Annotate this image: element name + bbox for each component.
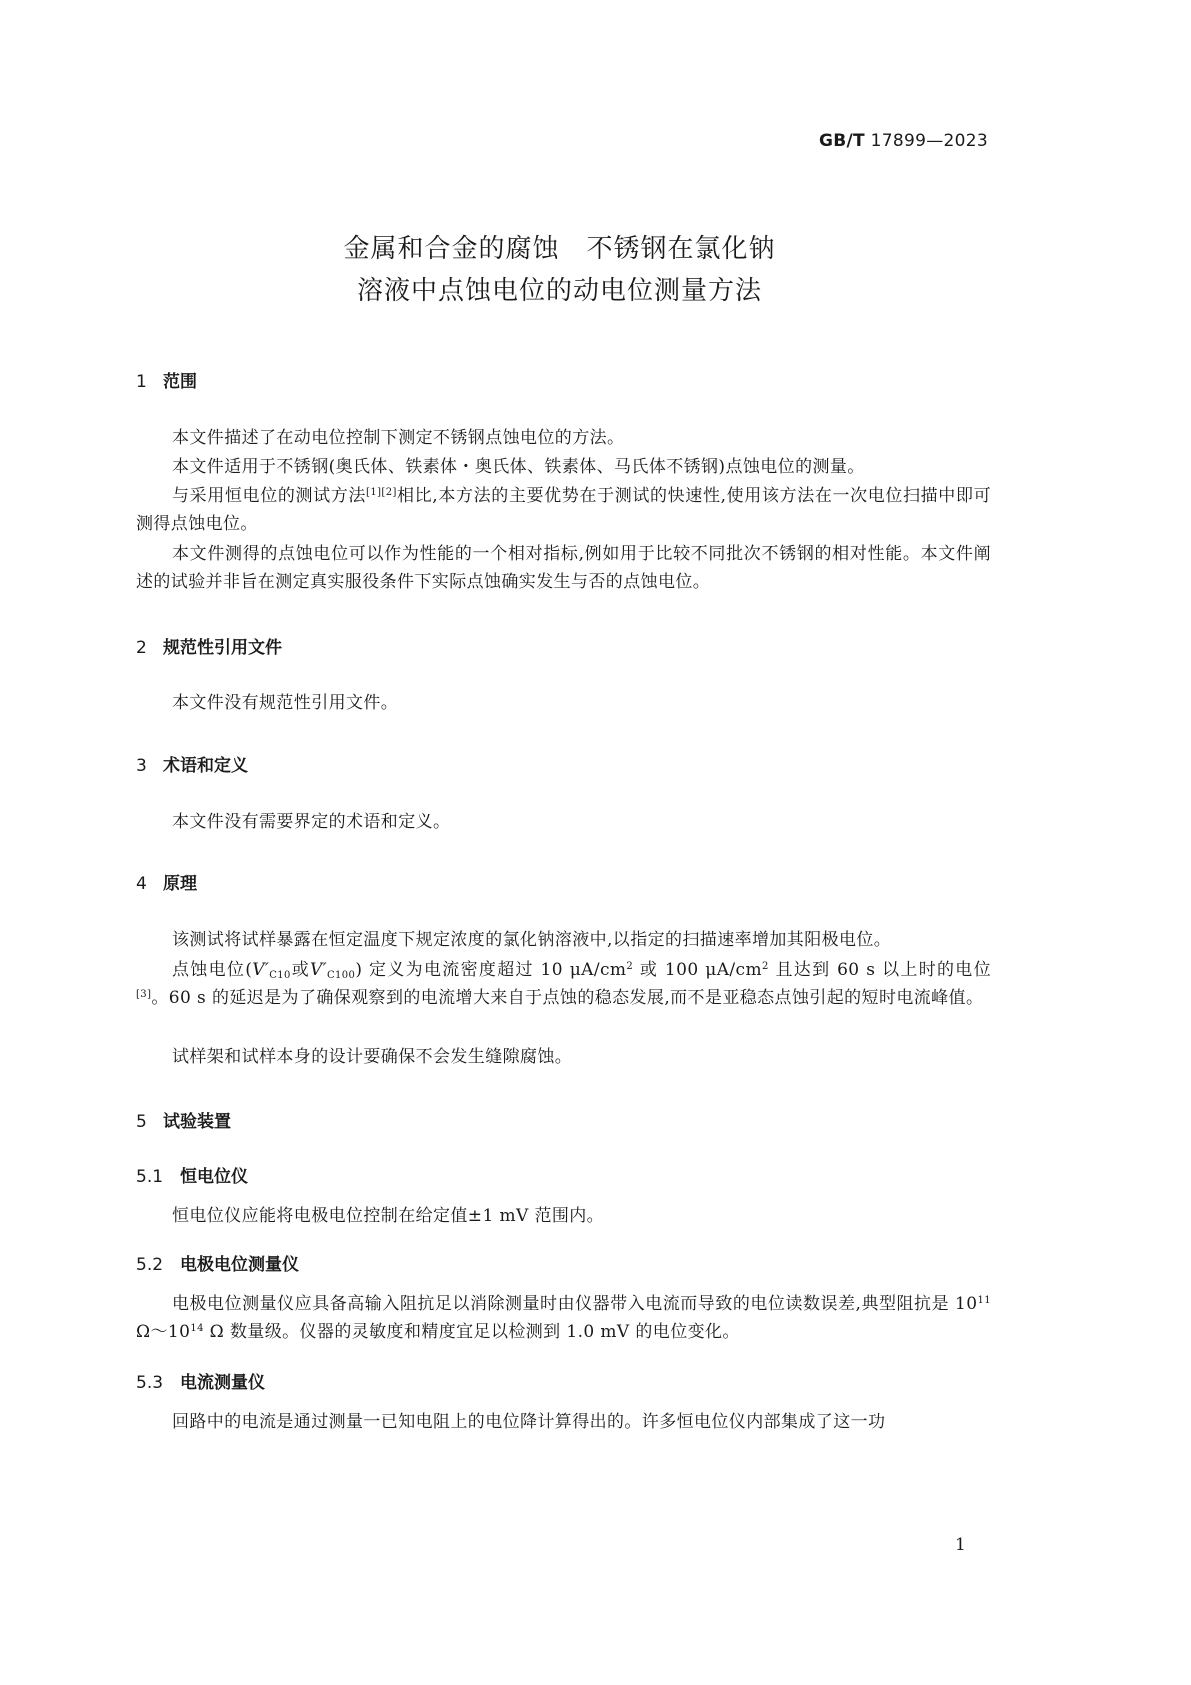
section-2-heading: 2 规范性引用文件 [136,638,282,658]
reference-citation: [3] [136,989,152,1000]
section-5-3-heading: 5.3 电流测量仪 [136,1373,265,1393]
reference-citation: [1][2] [366,487,397,498]
section-2-paragraph-1: 本文件没有规范性引用文件。 [172,693,399,713]
section-4-paragraph-1: 该测试将试样暴露在恒定温度下规定浓度的氯化钠溶液中,以指定的扫描速率增加其阳极电位。 [172,930,892,950]
section-3-paragraph-1: 本文件没有需要界定的术语和定义。 [172,812,451,832]
section-5-heading: 5 试验装置 [136,1112,231,1132]
section-1-paragraph-2: 本文件适用于不锈钢(奥氏体、铁素体・奥氏体、铁素体、马氏体不锈钢)点蚀电位的测量。 [172,457,865,477]
section-5-1-heading: 5.1 恒电位仪 [136,1167,248,1187]
section-1-paragraph-1: 本文件描述了在动电位控制下测定不锈钢点蚀电位的方法。 [172,428,625,448]
section-1-paragraph-3: 与采用恒电位的测试方法[1][2]相比,本方法的主要优势在于测试的快速性,使用该方法在一次电位扫描中即可测得点蚀电位。 [136,486,991,534]
standard-prefix: GB/T [819,131,865,151]
section-4-paragraph-3: 试样架和试样本身的设计要确保不会发生缝隙腐蚀。 [172,1047,573,1067]
page-number: 1 [955,1535,966,1555]
standard-code [819,131,988,151]
section-3-heading: 3 术语和定义 [136,756,248,776]
document-title-line-1: 金属和合金的腐蚀 不锈钢在氯化钠 [343,234,776,264]
document-title-line-2: 溶液中点蚀电位的动电位测量方法 [356,276,762,306]
section-5-2-heading: 5.2 电极电位测量仪 [136,1255,299,1275]
section-4-paragraph-2: 点蚀电位($V'_{C10}$或$V'_{C100}$) 定义为电流密度超过 10 $\mu A/cm^2$ 或 100 $\mu A/cm^2$ 且达到 60 s 以上时的电位[3]。60 s 的延迟是为了确保观察到的电流增大来自于点蚀的稳态发展,而不是亚稳态点蚀引起的短时电流峰值。 [136,960,992,1008]
section-5-3-paragraph-1: 回路中的电流是通过测量一已知电阻上的电位降计算得出的。许多恒电位仪内部集成了这一功 [172,1412,886,1432]
section-1-paragraph-4: 本文件测得的点蚀电位可以作为性能的一个相对指标,例如用于比较不同批次不锈钢的相对性能。本文件阐述的试验并非旨在测定真实服役条件下实际点蚀确实发生与否的点蚀电位。 [136,544,991,592]
section-1-heading: 1 范围 [136,372,197,392]
section-5-2-paragraph-1: 电极电位测量仪应具备高输入阻抗足以消除测量时由仪器带入电流而导致的电位读数误差,典型阻抗是 $10^{11}$ $\Omega\sim 10^{14}$ Ω 数量级。仪器的灵敏度和精度宜足以检测到 1.0 mV 的电位变化。 [136,1294,991,1342]
standard-number: 17899—2023 [870,131,988,151]
section-4-heading: 4 原理 [136,874,197,894]
section-5-1-paragraph-1: 恒电位仪应能将电极电位控制在给定值±1 mV 范围内。 [172,1206,605,1226]
